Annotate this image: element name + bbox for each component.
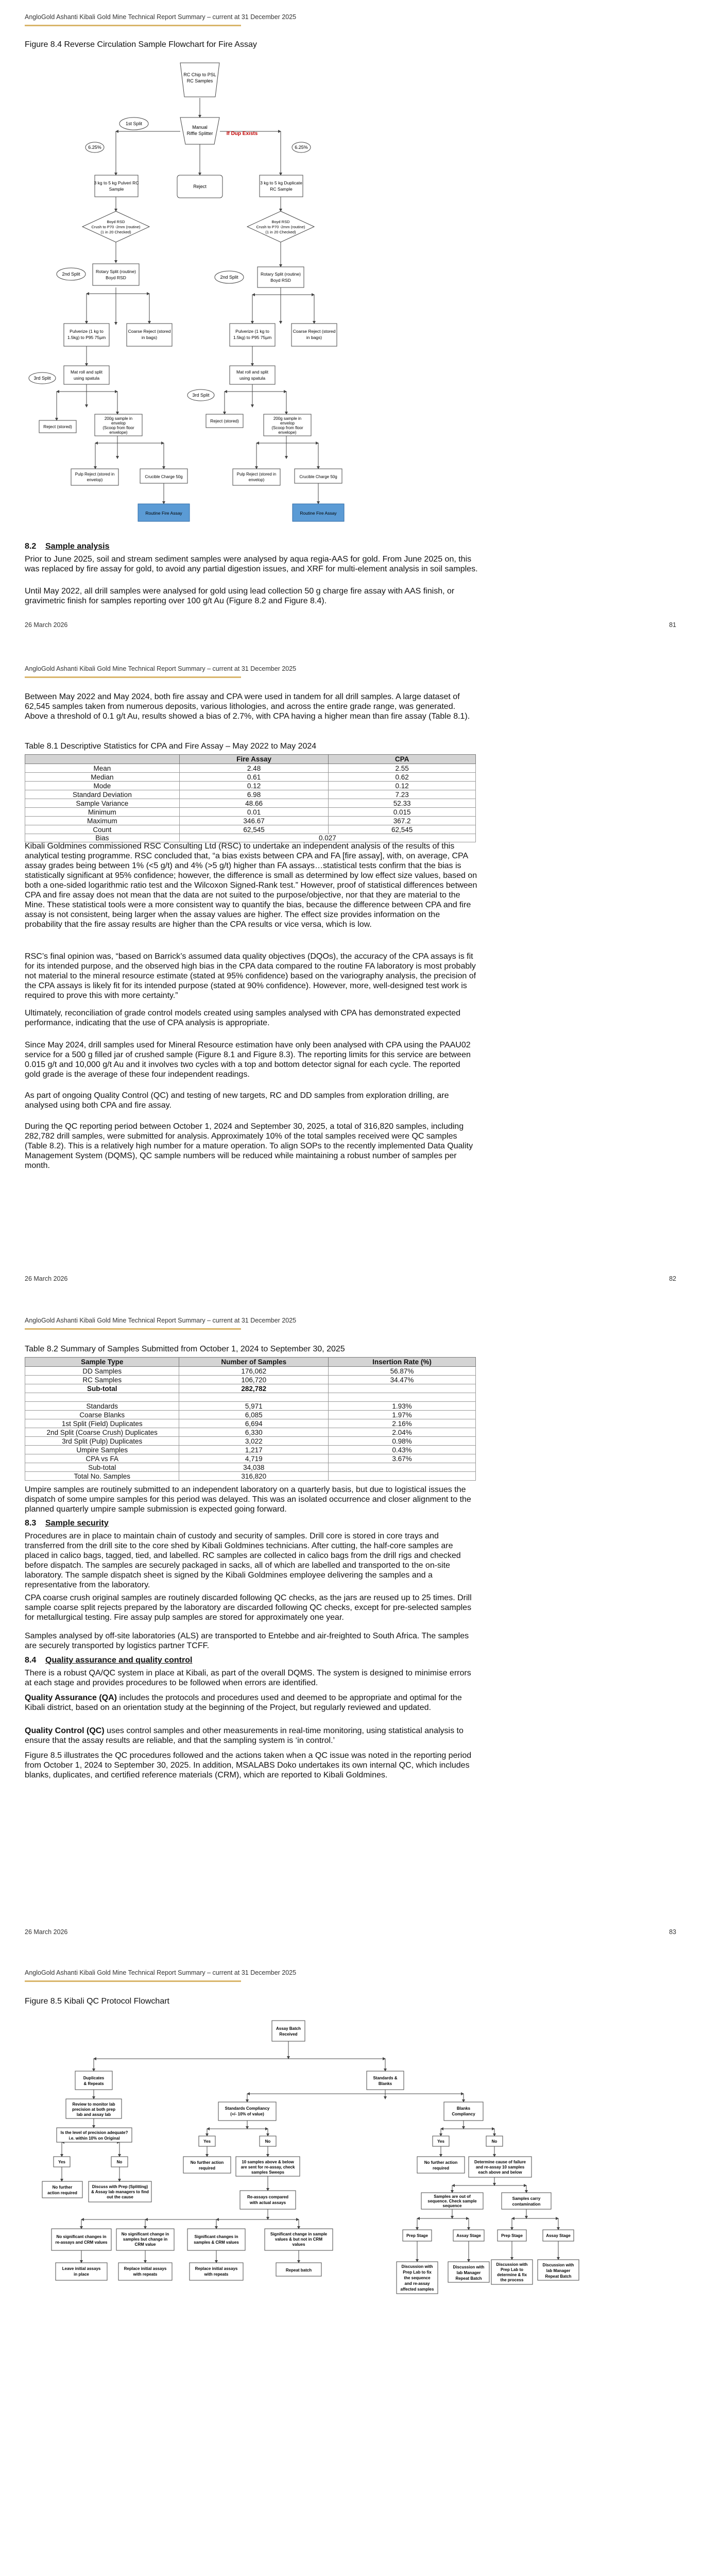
table-row: 3rd Split (Pulp) Duplicates 3,022 0.98%: [25, 1437, 476, 1446]
ten-samples-1: 10 samples above & below: [242, 2160, 294, 2164]
col-header: Fire Assay: [179, 755, 328, 764]
second-split-left: 2nd Split: [62, 272, 80, 277]
no-left: No: [116, 2160, 123, 2164]
sig-change-1: Significant change in sample: [270, 2232, 328, 2236]
paragraph: Between May 2022 and May 2024, both fire assay and CPA were used in tandem for all drill samples. A large dataset of 62,545 samples taken from numerous deposits, various lithologies, and across the entire grade range, was generated. Above a threshold of 0.1 g/t Au, results showed a bias of 2.7%, with CPA having a higher mean than fire assay (Table 8.1).: [25, 692, 470, 721]
replace-initial-b-2: with repeats: [204, 2272, 229, 2277]
pulp-reject-right-2: envelop): [248, 478, 265, 482]
pulverize-left-2: 1.5kg) to P95 75µm: [67, 335, 106, 340]
disc-lab2-2: lab Manager: [546, 2268, 571, 2273]
discuss-prep-2: & Assay lab managers to find: [91, 2190, 149, 2194]
disc-prep1-3: the sequence: [404, 2276, 431, 2280]
ten-samples-2: are sent for re-assay, check: [241, 2165, 295, 2170]
page-81: [0, 0, 703, 651]
sample200-left-1: 200g sample in: [104, 416, 133, 421]
col-header: Number of Samples: [179, 1358, 329, 1367]
paragraph: Samples analysed by off-site laboratories (ALS) are transported to Entebbe and air-freighted to South Africa. The samples are securely transported by logistics partner TCFF.: [25, 1632, 469, 1650]
page-header: AngloGold Ashanti Kibali Gold Mine Technical Report Summary – current at 31 December 2025: [25, 665, 297, 672]
table-row: Standard Deviation 6.98 7.23: [25, 790, 476, 799]
table-row: Mode 0.12 0.12: [25, 782, 476, 790]
disc-lab1-3: Repeat Batch: [455, 2276, 482, 2281]
boyd-right-3: (1 in 20 Checked): [265, 230, 296, 234]
col-header: CPA: [329, 755, 476, 764]
no-further-blk-1: No further action: [424, 2160, 458, 2165]
table-row: Maximum 346.67 367.2: [25, 817, 476, 825]
section-heading-8-4: 8.4 Quality assurance and quality control: [25, 1656, 193, 1665]
no-further-left-2: action required: [47, 2191, 77, 2195]
duplicates-2: & Repeats: [83, 2081, 104, 2086]
review-monitor-2: precision at both prep: [72, 2107, 116, 2112]
disc-lab2-3: Repeat Batch: [545, 2274, 572, 2279]
page-number: 83: [669, 1928, 676, 1936]
prep-stage-1: Prep Stage: [406, 2233, 428, 2238]
sample200-right-3: (Scoop from floor: [271, 426, 303, 430]
table-row: Sample Variance 48.66 52.33: [25, 799, 476, 808]
table-caption: Table 8.1 Descriptive Statistics for CPA and Fire Assay – May 2022 to May 2024: [25, 742, 317, 751]
yes-blk: Yes: [437, 2139, 444, 2144]
sample200-right-4: envelope): [278, 430, 297, 435]
page-83: [0, 1303, 703, 1955]
paragraph: Kibali Goldmines commissioned RSC Consulting Ltd (RSC) to undertake an independent analysis of the results of this analytical testing programme. RSC concluded that, “a bias exists between CPA and FA [fire assay], with, on average, CPA assay grades being between 1% (<5 g/t) and 4% (>5 g/t) higher than FA assays…statistical tests confirm that the bias is statistically significant at 95% confidence; however, the difference is small as determined by low effect size values, based on both a one-sided logarithmic ratio test and the Wilcoxon Signed-Rank test.” However, proof of statistical differences between CPA and fire assay does not mean that the data are not suited to the purpose/objective, nor that they are material to the Mine. These statistical tools were a more consistent way to quantify the bias, because the difference between CPA and fire assay is not consistent, being larger when the assay values are higher. The effect size provides information on the probability that the fire assay results are higher than the CPA results or vice versa, which is low.: [25, 842, 477, 929]
sig-crm-2: samples & CRM values: [194, 2240, 239, 2245]
table-row: Median 0.61 0.62: [25, 773, 476, 782]
blanks-compliancy-2: Compliancy: [452, 2112, 475, 2116]
table-caption: Table 8.2 Summary of Samples Submitted from October 1, 2024 to September 30, 2025: [25, 1345, 345, 1353]
pulp-reject-left-2: envelop): [87, 478, 103, 482]
no-sig-crm-2: samples but change in: [123, 2237, 168, 2242]
header-rule: [25, 1328, 241, 1330]
leave-initial-1: Leave initial assays: [62, 2266, 101, 2271]
pct-right: 6.25%: [295, 145, 308, 150]
sig-crm-1: Significant changes in: [194, 2234, 238, 2239]
sample200-left-2: envelop: [111, 421, 126, 426]
paragraph: CPA coarse crush original samples are routinely discarded following QC checks, as the jars are reused up to 25 times. Drill sample coarse split rejects prepared by the laboratory are discarded following QC checks, except for pre-selected samples for metallurgical testing. Fire assay pulp samples are stored for approximately one year.: [25, 1594, 472, 1622]
disc-prep1-2: Prep Lab to fix: [403, 2270, 432, 2275]
mat-roll-right-2: using spatula: [239, 376, 266, 381]
reject-stored-right: Reject (stored): [210, 418, 239, 423]
standards-blanks-1: Standards &: [373, 2076, 398, 2080]
cpa-fa-stats-table: [25, 754, 476, 842]
sample200-right-1: 200g sample in: [273, 416, 302, 421]
reject-stored-left: Reject (stored): [43, 424, 72, 429]
table-row: DD Samples 176,062 56.87%: [25, 1367, 476, 1376]
no-sig-rerun-1: No significant changes in: [56, 2234, 107, 2239]
third-split-right: 3rd Split: [192, 393, 210, 398]
table-row: Sub-total 34,038: [25, 1463, 476, 1472]
rotary-left-1: Rotary Split (routine): [96, 269, 136, 274]
disc-prep1-5: affected samples: [400, 2287, 434, 2292]
figure-caption: Figure 8.4 Reverse Circulation Sample Flowchart for Fire Assay: [25, 40, 257, 49]
repeat-batch: Repeat batch: [285, 2268, 312, 2273]
header-rule: [25, 25, 241, 26]
page-82: [0, 652, 703, 1303]
table-row: Umpire Samples 1,217 0.43%: [25, 1446, 476, 1454]
boyd-right-2: Crush to P70 -2mm (routine): [256, 225, 305, 229]
paragraph: During the QC reporting period between October 1, 2024 and September 30, 2025, a total of 316,820 samples, including 282,782 drill samples, were submitted for analysis. Approximately 10% of the total samples received were QC samples (Table 8.2). This is a relatively high number for a mature operation. To align SOPs to the recently implemented Data Quality Management System (DQMS), QC sample numbers will be reduced while maintaining a robust number of samples per month.: [25, 1122, 473, 1170]
replace-initial-a-2: with repeats: [133, 2272, 158, 2277]
qc-term: Quality Control (QC): [25, 1726, 105, 1735]
std-compliancy-1: Standards Compliancy: [225, 2106, 270, 2111]
review-monitor-3: lab and assay lab: [76, 2112, 111, 2117]
table-row: RC Samples 106,720 34.47%: [25, 1376, 476, 1384]
discuss-prep-1: Discuss with Prep (Splitting): [92, 2184, 148, 2189]
header-rule: [25, 676, 241, 678]
boyd-right-1: Boyd RSD: [271, 219, 290, 224]
pulver-right-1: 3 kg to 5 kg Duplicate: [260, 180, 302, 185]
std-compliancy-2: (+/- 10% of value): [230, 2112, 264, 2116]
if-dup-exists-label: If Dup Exists: [226, 131, 258, 137]
out-seq-3: sequence: [442, 2204, 462, 2208]
table-row: Mean 2.48 2.55: [25, 764, 476, 773]
standards-blanks-2: Blanks: [378, 2081, 392, 2086]
table-row: 2nd Split (Coarse Crush) Duplicates 6,330 2.04%: [25, 1428, 476, 1437]
no-blk: No: [491, 2139, 498, 2144]
page-number: 81: [669, 621, 676, 629]
footer-date: 26 March 2026: [25, 1928, 68, 1936]
disc-prep1-1: Discussion with: [401, 2264, 433, 2269]
fire-assay-right: Routine Fire Assay: [300, 511, 337, 516]
disc-lab1-2: lab Manager: [456, 2270, 481, 2275]
determine-cause-1: Determine cause of failure: [474, 2160, 526, 2164]
out-seq-1: Samples are out of: [434, 2194, 471, 2199]
disc-prep2-1: Discussion with: [496, 2262, 528, 2267]
pulverize-right-1: Pulverize (1 kg to: [235, 329, 269, 334]
table-row: CPA vs FA 4,719 3.67%: [25, 1454, 476, 1463]
discuss-prep-3: out the cause: [107, 2195, 133, 2199]
sig-change-2: values & but not in CRM: [275, 2237, 322, 2242]
assay-stage-1: Assay Stage: [456, 2233, 481, 2238]
determine-cause-3: each above and below: [478, 2170, 522, 2175]
col-header: [25, 755, 180, 764]
prep-stage-2: Prep Stage: [501, 2233, 523, 2238]
section-heading-8-3: 8.3 Sample security: [25, 1519, 109, 1528]
paragraph: Until May 2022, all drill samples were analysed for gold using lead collection 50 g charge fire assay with AAS finish, or gravimetric finish for samples reporting over 100 g/t Au (Figure 8.2 and Figure 8.4).: [25, 587, 455, 605]
re-assay-2: with actual assays: [249, 2200, 286, 2205]
rotary-right-2: Boyd RSD: [270, 278, 291, 283]
page-header: AngloGold Ashanti Kibali Gold Mine Technical Report Summary – current at 31 December 2025: [25, 1317, 297, 1324]
page-84: [0, 1956, 703, 2576]
first-split-label: 1st Split: [125, 121, 143, 126]
page-number: 82: [669, 1275, 676, 1282]
review-monitor-1: Review to monitor lab: [72, 2102, 115, 2107]
col-header: Insertion Rate (%): [329, 1358, 476, 1367]
disc-prep2-4: the process: [500, 2278, 524, 2282]
rc-samples-line2: RC Samples: [186, 78, 213, 83]
paragraph: Ultimately, reconciliation of grade control models created using samples analysed with CPA has demonstrated expected performance, indicating that the use of CPA analysis is appropriate.: [25, 1009, 461, 1027]
qc-protocol-flowchart: [0, 2007, 703, 2576]
boyd-left-2: Crush to P70 -2mm (routine): [91, 225, 141, 229]
rotary-right-1: Rotary Split (routine): [261, 272, 301, 277]
crucible-right: Crucible Charge 50g: [299, 474, 337, 479]
third-split-left: 3rd Split: [33, 376, 51, 381]
assay-batch-1: Assay Batch: [276, 2026, 301, 2031]
re-assay-1: Re-assays compared: [247, 2195, 289, 2199]
sample200-right-2: envelop: [280, 421, 295, 426]
paragraph: Procedures are in place to maintain chain of custody and security of samples. Drill core is stored in core trays and transferred from the drill site to the core shed by Kibali Goldmines technicians. After cutting, the half-core samples are placed in calico bags, tagged, tied, and labelled. RC samples are collected in calico bags from the drill rigs and checked before dispatch. The samples are securely packaged in sacks, all of which are labelled and transported to the on-site laboratory. The sample dispatch sheet is signed by the Kibali Goldmines employee delivering the samples and a representative from the laboratory.: [25, 1532, 461, 1589]
no-sig-rerun-2: re-assays and CRM values: [55, 2240, 108, 2245]
boyd-left-3: (1 in 20 Checked): [100, 230, 131, 234]
disc-prep1-4: and re-assay: [404, 2281, 430, 2286]
no-sig-crm-3: CRM value: [134, 2242, 156, 2247]
page-header: AngloGold Ashanti Kibali Gold Mine Technical Report Summary – current at 31 December 2025: [25, 13, 297, 21]
page-header: AngloGold Ashanti Kibali Gold Mine Technical Report Summary – current at 31 December 2025: [25, 1969, 297, 1976]
table-row: Coarse Blanks 6,085 1.97%: [25, 1411, 476, 1419]
table-row: [25, 1393, 476, 1402]
pulver-right-2: RC Sample: [270, 187, 293, 192]
table-row: Sub-total 282,782: [25, 1384, 476, 1393]
table-row: Standards 5,971 1.93%: [25, 1402, 476, 1411]
pulp-reject-right-1: Pulp Reject (stored in: [236, 472, 277, 477]
precision-question-2: i.e. within 10% on Original: [68, 2136, 120, 2141]
paragraph: There is a robust QA/QC system in place at Kibali, as part of the overall DQMS. The system is designed to minimise errors at each stage and provides procedures to be followed when errors are identified.: [25, 1669, 471, 1687]
header-rule: [25, 1980, 241, 1982]
precision-question-1: Is the level of precision adequate?: [60, 2130, 128, 2135]
no-further-left-1: No further: [52, 2185, 73, 2190]
no-further-blk-2: required: [432, 2166, 450, 2171]
rotary-left-2: Boyd RSD: [106, 275, 126, 280]
sig-change-3: values: [292, 2242, 305, 2247]
mat-roll-left-2: using spatula: [73, 376, 100, 381]
no-sig-crm-1: No significant change in: [121, 2232, 169, 2236]
yes-std: Yes: [203, 2139, 211, 2144]
fire-assay-left: Routine Fire Assay: [145, 511, 182, 516]
yes-left: Yes: [58, 2160, 65, 2164]
sample200-left-4: envelope): [109, 430, 128, 435]
coarse-reject-left-2: in bags): [141, 335, 158, 340]
disc-lab1-1: Discussion with: [453, 2265, 485, 2269]
table-row: Total No. Samples 316,820: [25, 1472, 476, 1481]
duplicates-1: Duplicates: [83, 2076, 105, 2080]
paragraph: Umpire samples are routinely submitted to an independent laboratory on a quarterly basis, but due to logistical issues the dispatch of some umpire samples for this period was delayed. This was an isolated occurrence and closer alignment to the planned quarterly umpire sample submission is expected going forward.: [25, 1485, 471, 1514]
contam-1: Samples carry: [512, 2196, 541, 2201]
ten-samples-3: samples Sweeps: [251, 2170, 285, 2175]
riffle-line2: Riffle Splitter: [186, 131, 213, 136]
table-row: Minimum 0.01 0.015: [25, 808, 476, 817]
replace-initial-a-1: Replace initial assays: [124, 2266, 167, 2271]
samples-submitted-table: [25, 1357, 476, 1481]
pulverize-right-2: 1.5kg) to P95 75µm: [233, 335, 272, 340]
footer-date: 26 March 2026: [25, 621, 68, 629]
disc-prep2-3: determine & fix: [497, 2273, 527, 2277]
paragraph-qa: Quality Assurance (QA) includes the protocols and procedures used and deemed to be appropriate and optimal for the Kibali district, based on an orientation study at the beginning of the Project, but regularly reviewed and updated.: [25, 1693, 462, 1712]
pct-left: 6.25%: [88, 145, 101, 150]
paragraph-qc: Quality Control (QC) uses control samples and other measurements in real-time monitoring, using statistical analysis to ensure that the assay results are reliable, and that the sampling system is ‘in control.’: [25, 1726, 464, 1745]
paragraph: Since May 2024, drill samples used for Mineral Resource estimation have only been analysed with CPA using the PAAU02 service for a 500 g filled jar of crushed sample (Figure 8.1 and Figure 8.3). The reporting limits for this service are between 0.015 g/t and 10,000 g/t Au and it involves two cycles with a top and bottom detector signal for each cycle. The reported gold grade is the average of these four independent readings.: [25, 1041, 471, 1079]
figure-caption: Figure 8.5 Kibali QC Protocol Flowchart: [25, 1997, 169, 2006]
crucible-left: Crucible Charge 50g: [145, 474, 183, 479]
coarse-reject-left-1: Coarse Reject (stored: [128, 329, 171, 334]
reject-label: Reject: [193, 184, 207, 189]
mat-roll-left-1: Mat roll and split: [71, 369, 102, 375]
rc-sample-flowchart: [0, 52, 703, 546]
second-split-right: 2nd Split: [220, 275, 238, 280]
pulver-left-1: 3 kg to 5 kg Pulveri RC: [94, 180, 139, 185]
blanks-compliancy-1: Blanks: [456, 2106, 471, 2111]
assay-batch-2: Received: [279, 2032, 298, 2037]
paragraph: RSC’s final opinion was, “based on Barrick’s assumed data quality objectives (DQOs), the accuracy of the CPA assays is fit for its intended purpose, and the observed high bias in the CPA data compared to the routine FA laboratory is most probably not material to the mineral resource estimate (stated at 95% confidence) based on the variography analysis, the precision of the CPA assays is likely fit for its intended purpose (stated at 90% confidence). However, more, well-designed test work is required to prove this with more certainty.”: [25, 952, 476, 1000]
mat-roll-right-1: Mat roll and split: [236, 369, 268, 375]
rc-samples-line1: RC Chip to PSL: [183, 72, 216, 77]
pulverize-left-1: Pulverize (1 kg to: [70, 329, 104, 334]
disc-prep2-2: Prep Lab to: [500, 2267, 524, 2272]
coarse-reject-right-2: in bags): [306, 335, 322, 340]
qa-term: Quality Assurance (QA): [25, 1693, 117, 1702]
pulver-left-2: Sample: [109, 187, 124, 192]
determine-cause-2: and re-assay 10 samples: [475, 2165, 525, 2170]
paragraph: Prior to June 2025, soil and stream sediment samples were analysed by aqua regia-AAS for gold. From June 2025 on, this was replaced by fire assay for gold, to avoid any partial digestion issues, and XRF for multi-element analysis in soil samples.: [25, 555, 478, 573]
no-std: No: [265, 2139, 271, 2144]
boyd-left-1: Boyd RSD: [107, 219, 125, 224]
sample200-left-3: (Scoop from floor: [102, 426, 134, 430]
contam-2: contamination: [512, 2202, 541, 2207]
coarse-reject-right-1: Coarse Reject (stored: [293, 329, 336, 334]
no-further-std-2: required: [198, 2166, 216, 2171]
paragraph: Figure 8.5 illustrates the QC procedures followed and the actions taken when a QC issue was noted in the reporting period from October 1, 2024 to September 30, 2025. In addition, MSALABS Doko undertakes its own internal QC, which includes blanks, duplicates, and certified reference materials (CRM), which are reported to Kibali Goldmines.: [25, 1751, 472, 1780]
leave-initial-2: in place: [74, 2272, 89, 2277]
table-row-bias: Bias 0.027: [25, 834, 476, 842]
paragraph: As part of ongoing Quality Control (QC) and testing of new targets, RC and DD samples from exploration drilling, are analysed using both CPA and fire assay.: [25, 1091, 449, 1110]
col-header: Sample Type: [25, 1358, 179, 1367]
footer-date: 26 March 2026: [25, 1275, 68, 1282]
section-heading-8-2: 8.2 Sample analysis: [25, 542, 110, 551]
disc-lab2-1: Discussion with: [542, 2263, 574, 2267]
pulp-reject-left-1: Pulp Reject (stored in: [75, 472, 115, 477]
out-seq-2: sequence. Check sample: [427, 2199, 477, 2204]
riffle-line1: Manual: [192, 125, 208, 130]
table-row: Count 62,545 62,545: [25, 825, 476, 834]
replace-initial-b-1: Replace initial assays: [195, 2266, 238, 2271]
assay-stage-2: Assay Stage: [546, 2233, 571, 2238]
no-further-std-1: No further action: [190, 2160, 224, 2165]
table-row: 1st Split (Field) Duplicates 6,694 2.16%: [25, 1419, 476, 1428]
